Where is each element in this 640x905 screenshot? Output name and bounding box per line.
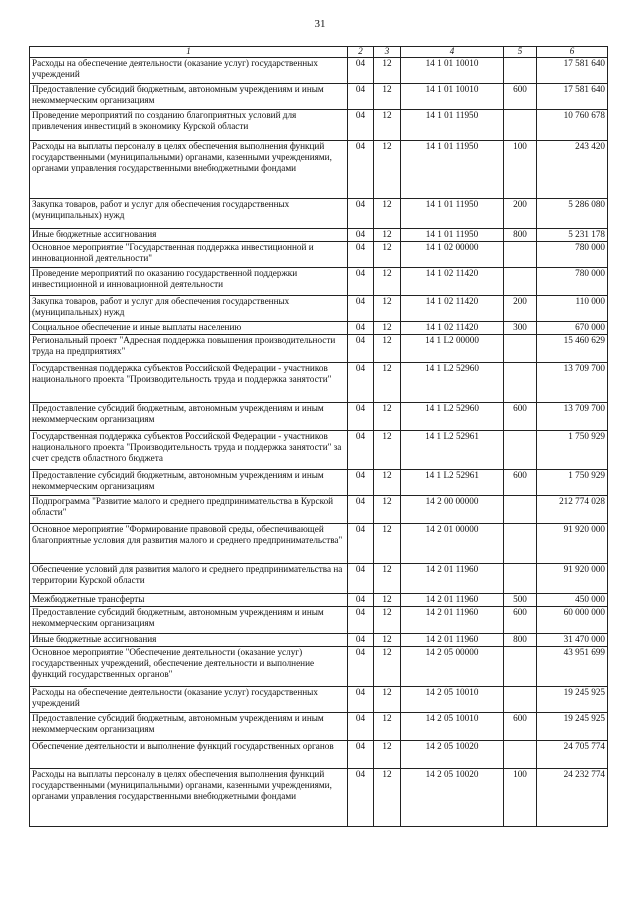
row-section: 04 [348,564,374,594]
row-name: Основное мероприятие "Формирование правовой среды, обеспечивающей благоприятные условия для развития малого и среднего предпринимательства" [30,524,348,564]
row-expense-type [504,687,537,713]
row-amount: 243 420 [537,141,608,199]
row-expense-type [504,335,537,363]
row-section: 04 [348,647,374,687]
row-section: 04 [348,335,374,363]
row-target-code: 14 2 05 10010 [401,687,504,713]
row-amount: 5 231 178 [537,229,608,242]
row-subsection: 12 [374,431,401,470]
row-subsection: 12 [374,524,401,564]
row-section: 04 [348,741,374,769]
row-expense-type: 200 [504,296,537,322]
row-amount: 19 245 925 [537,687,608,713]
table-row [30,470,608,496]
table-row [30,58,608,84]
row-name: Предоставление субсидий бюджетным, автономным учреждениям и иным некоммерческим организациям [30,713,348,741]
row-name: Расходы на выплаты персоналу в целях обеспечения выполнения функций государственными (муниципальными) органами, казенными учреждениями, органами управления государственными внебюджетными фондами [30,769,348,827]
row-section: 04 [348,58,374,84]
row-name: Проведение мероприятий по созданию благоприятных условий для привлечения инвестиций в экономику Курской области [30,110,348,141]
row-target-code: 14 2 01 11960 [401,564,504,594]
row-name: Государственная поддержка субъектов Российской Федерации - участников национального проекта "Производительность труда и поддержка занятости" [30,363,348,403]
row-section: 04 [348,431,374,470]
row-target-code: 14 1 02 11420 [401,296,504,322]
table-row [30,229,608,242]
row-section: 04 [348,268,374,296]
row-target-code: 14 1 01 10010 [401,58,504,84]
table-row [30,431,608,470]
row-target-code: 14 1 01 11950 [401,199,504,229]
row-subsection: 12 [374,741,401,769]
table-row [30,647,608,687]
row-subsection: 12 [374,713,401,741]
row-section: 04 [348,296,374,322]
row-section: 04 [348,607,374,634]
row-subsection: 12 [374,242,401,268]
row-target-code: 14 2 05 10020 [401,769,504,827]
row-name: Иные бюджетные ассигнования [30,634,348,647]
row-target-code: 14 1 01 11950 [401,229,504,242]
row-subsection: 12 [374,687,401,713]
table-row [30,607,608,634]
row-subsection: 12 [374,110,401,141]
row-target-code: 14 1 01 11950 [401,141,504,199]
row-subsection: 12 [374,607,401,634]
table-row [30,524,608,564]
header-col-3: 3 [374,47,401,58]
row-name: Предоставление субсидий бюджетным, автономным учреждениям и иным некоммерческим организациям [30,403,348,431]
row-name: Иные бюджетные ассигнования [30,229,348,242]
row-name: Расходы на обеспечение деятельности (оказание услуг) государственных учреждений [30,687,348,713]
row-amount: 91 920 000 [537,564,608,594]
row-target-code: 14 1 L2 52960 [401,363,504,403]
table-row [30,403,608,431]
row-subsection: 12 [374,769,401,827]
row-target-code: 14 2 01 11960 [401,634,504,647]
table-row [30,110,608,141]
row-subsection: 12 [374,403,401,431]
row-expense-type: 600 [504,713,537,741]
row-section: 04 [348,141,374,199]
row-expense-type: 300 [504,322,537,335]
row-name: Закупка товаров, работ и услуг для обеспечения государственных (муниципальных) нужд [30,199,348,229]
row-name: Предоставление субсидий бюджетным, автономным учреждениям и иным некоммерческим организациям [30,607,348,634]
row-target-code: 14 1 L2 52961 [401,431,504,470]
row-target-code: 14 2 01 11960 [401,607,504,634]
row-expense-type: 800 [504,229,537,242]
table-row [30,687,608,713]
table-row [30,335,608,363]
table-row [30,496,608,524]
table-row [30,322,608,335]
row-amount: 1 750 929 [537,470,608,496]
row-target-code: 14 2 05 10020 [401,741,504,769]
table-row [30,363,608,403]
row-amount: 17 581 640 [537,58,608,84]
table-row [30,741,608,769]
row-expense-type: 600 [504,607,537,634]
row-target-code: 14 2 01 11960 [401,594,504,607]
row-expense-type: 600 [504,470,537,496]
row-expense-type: 600 [504,84,537,110]
row-section: 04 [348,470,374,496]
row-expense-type [504,647,537,687]
row-section: 04 [348,403,374,431]
row-expense-type [504,524,537,564]
row-amount: 17 581 640 [537,84,608,110]
row-amount: 10 760 678 [537,110,608,141]
row-section: 04 [348,84,374,110]
row-amount: 13 709 700 [537,403,608,431]
table-row [30,594,608,607]
row-name: Обеспечение условий для развития малого и среднего предпринимательства на территории Курской области [30,564,348,594]
row-section: 04 [348,242,374,268]
table-row [30,199,608,229]
table-row [30,84,608,110]
row-name: Обеспечение деятельности и выполнение функций государственных органов [30,741,348,769]
row-target-code: 14 2 00 00000 [401,496,504,524]
header-col-4: 4 [401,47,504,58]
row-expense-type [504,110,537,141]
row-subsection: 12 [374,141,401,199]
row-amount: 24 232 774 [537,769,608,827]
row-expense-type: 800 [504,634,537,647]
row-subsection: 12 [374,58,401,84]
row-subsection: 12 [374,84,401,110]
row-name: Социальное обеспечение и иные выплаты населению [30,322,348,335]
row-subsection: 12 [374,199,401,229]
row-target-code: 14 1 L2 52961 [401,470,504,496]
table-row [30,296,608,322]
row-amount: 19 245 925 [537,713,608,741]
row-subsection: 12 [374,335,401,363]
table-body [30,58,608,827]
row-section: 04 [348,769,374,827]
row-expense-type [504,242,537,268]
row-expense-type: 500 [504,594,537,607]
row-amount: 1 750 929 [537,431,608,470]
row-subsection: 12 [374,322,401,335]
row-subsection: 12 [374,594,401,607]
table-header-row [30,47,608,58]
row-amount: 670 000 [537,322,608,335]
row-name: Основное мероприятие "Обеспечение деятельности (оказание услуг) государственных учреждений, обеспечение деятельности и выполнение функций государственных органов" [30,647,348,687]
row-section: 04 [348,229,374,242]
row-target-code: 14 2 05 00000 [401,647,504,687]
row-subsection: 12 [374,647,401,687]
row-subsection: 12 [374,564,401,594]
table-row [30,564,608,594]
row-subsection: 12 [374,268,401,296]
row-amount: 780 000 [537,268,608,296]
header-col-5: 5 [504,47,537,58]
row-expense-type: 100 [504,141,537,199]
row-name: Подпрограмма "Развитие малого и среднего предпринимательства в Курской области" [30,496,348,524]
row-section: 04 [348,687,374,713]
row-expense-type [504,58,537,84]
table-row [30,769,608,827]
row-subsection: 12 [374,470,401,496]
table-row [30,242,608,268]
row-subsection: 12 [374,296,401,322]
row-section: 04 [348,524,374,564]
row-name: Государственная поддержка субъектов Российской Федерации - участников национального проекта "Производительность труда и поддержка занятости" за счет средств областного бюджета [30,431,348,470]
header-col-6: 6 [537,47,608,58]
row-amount: 24 705 774 [537,741,608,769]
row-name: Основное мероприятие "Государственная поддержка инвестиционной и инновационной деятельности" [30,242,348,268]
header-col-2: 2 [348,47,374,58]
row-section: 04 [348,110,374,141]
row-amount: 110 000 [537,296,608,322]
table-row [30,713,608,741]
row-expense-type [504,363,537,403]
row-name: Региональный проект "Адресная поддержка повышения производительности труда на предприятиях" [30,335,348,363]
row-amount: 13 709 700 [537,363,608,403]
row-subsection: 12 [374,229,401,242]
page-number: 31 [314,18,326,30]
table-row [30,634,608,647]
row-target-code: 14 1 L2 00000 [401,335,504,363]
row-expense-type [504,268,537,296]
row-amount: 91 920 000 [537,524,608,564]
row-expense-type [504,564,537,594]
row-name: Закупка товаров, работ и услуг для обеспечения государственных (муниципальных) нужд [30,296,348,322]
row-section: 04 [348,496,374,524]
row-name: Межбюджетные трансферты [30,594,348,607]
row-expense-type [504,431,537,470]
row-name: Расходы на выплаты персоналу в целях обеспечения выполнения функций государственными (муниципальными) органами, казенными учреждениями, органами управления государственными внебюджетными фондами [30,141,348,199]
row-expense-type [504,741,537,769]
row-expense-type: 600 [504,403,537,431]
row-amount: 43 951 699 [537,647,608,687]
row-amount: 212 774 028 [537,496,608,524]
row-name: Проведение мероприятий по оказанию государственной поддержки инвестиционной и инновационной деятельности [30,268,348,296]
budget-table [29,46,608,827]
table-row [30,268,608,296]
row-section: 04 [348,199,374,229]
row-section: 04 [348,634,374,647]
row-expense-type: 200 [504,199,537,229]
row-amount: 5 286 080 [537,199,608,229]
row-name: Предоставление субсидий бюджетным, автономным учреждениям и иным некоммерческим организациям [30,470,348,496]
row-section: 04 [348,363,374,403]
row-expense-type [504,496,537,524]
header-col-1: 1 [30,47,348,58]
row-section: 04 [348,713,374,741]
row-amount: 450 000 [537,594,608,607]
row-target-code: 14 1 02 11420 [401,322,504,335]
row-target-code: 14 2 01 00000 [401,524,504,564]
row-section: 04 [348,322,374,335]
row-amount: 780 000 [537,242,608,268]
row-target-code: 14 1 01 10010 [401,84,504,110]
row-target-code: 14 1 02 11420 [401,268,504,296]
row-subsection: 12 [374,363,401,403]
table-row [30,141,608,199]
row-name: Предоставление субсидий бюджетным, автономным учреждениям и иным некоммерческим организациям [30,84,348,110]
row-name: Расходы на обеспечение деятельности (оказание услуг) государственных учреждений [30,58,348,84]
row-amount: 15 460 629 [537,335,608,363]
row-target-code: 14 1 01 11950 [401,110,504,141]
row-subsection: 12 [374,496,401,524]
row-expense-type: 100 [504,769,537,827]
row-subsection: 12 [374,634,401,647]
row-amount: 60 000 000 [537,607,608,634]
row-target-code: 14 1 02 00000 [401,242,504,268]
row-target-code: 14 2 05 10010 [401,713,504,741]
row-amount: 31 470 000 [537,634,608,647]
row-section: 04 [348,594,374,607]
row-target-code: 14 1 L2 52960 [401,403,504,431]
